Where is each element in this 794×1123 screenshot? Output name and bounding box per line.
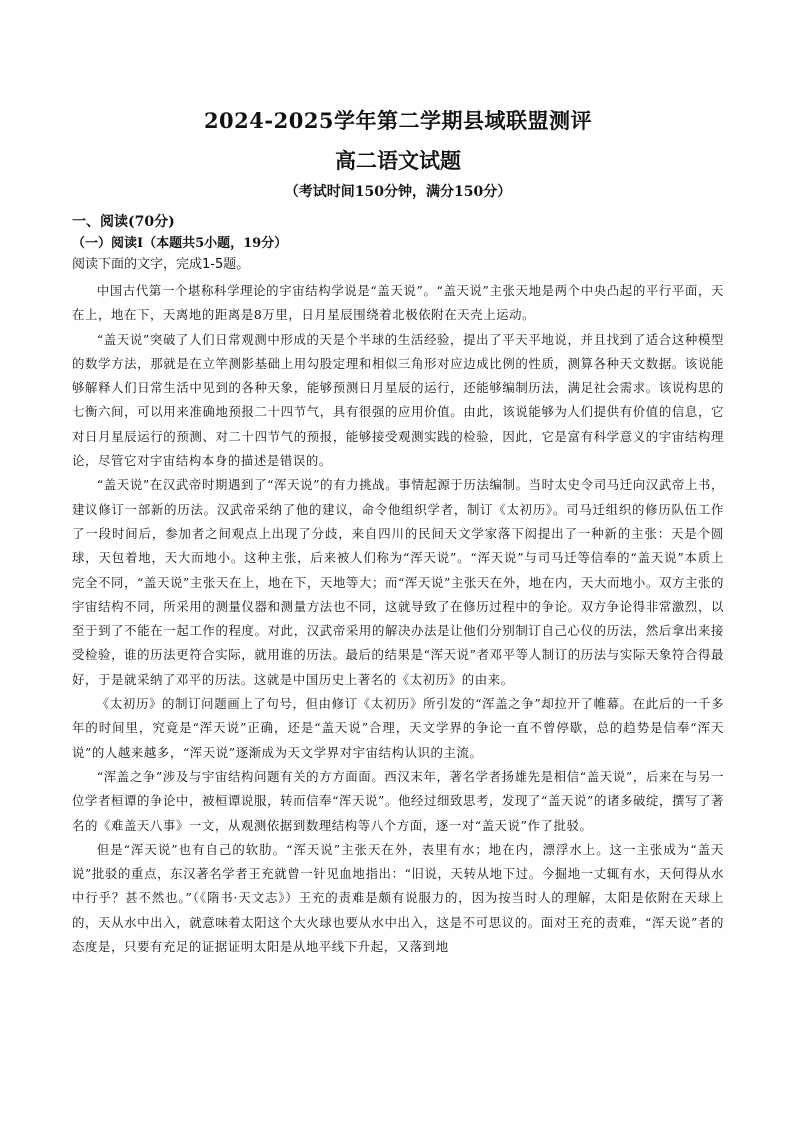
section-heading: 一、阅读(70分) [72, 214, 175, 230]
exam-subtitle: 高二语文试题 [335, 148, 461, 173]
passage-paragraph: “浑盖之争”涉及与宇宙结构问题有关的方方面面。西汉末年，著名学者扬雄先是相信“盖天说”，后来在与另一位学者桓谭的争论中，被桓谭说服，转而信奉“浑天说”。他经过细致思考，发现了“盖天说”的诸多破绽，撰写了著名的《难盖天八事》一文，从观测依据到数理结构等八个方面，逐一对“盖天说”作了批驳。 [72, 768, 724, 833]
passage-paragraph: 《太初历》的制订问题画上了句号，但由修订《太初历》所引发的“浑盖之争”却拉开了帷幕。在此后的一千多年的时间里，究竟是“浑天说”正确，还是“盖天说”合理，天文学界的争论一直不曾停歇，总的趋势是信奉“浑天说”的人越来越多，“浑天说”逐渐成为天文学界对宇宙结构认识的主流。 [72, 696, 724, 760]
passage-paragraph: 中国古代第一个堪称科学理论的宇宙结构学说是“盖天说”。“盖天说”主张天地是两个中央凸起的平行平面，天在上，地在下，天离地的距离是8万里，日月星辰围绕着北极依附在天壳上运动。 [72, 283, 724, 323]
passage-paragraph: “盖天说”突破了人们日常观测中形成的天是个半球的生活经验，提出了平天平地说，并且找到了适合这种模型的数学方法，那就是在立竿测影基础上用勾股定理和相似三角形对应边成比例的性质，测算各种天文数据。该说能够解释人们日常生活中见到的各种天象，能够预测日月星辰的运行，还能够编制历法，满足社会需求。该说构思的七衡六间，可以用来准确地预报二十四节气，具有很强的应用价值。由此，该说能够为人们提供有价值的信息，它对日月星辰运行的预测、对二十四节气的预报，能够接受观测实践的检验，因此，它是富有科学意义的宇宙结构理论，尽管它对宇宙结构本身的描述是错误的。 [72, 331, 724, 469]
exam-time-note: （考试时间150分钟，满分150分） [284, 184, 512, 200]
passage-paragraph: “盖天说”在汉武帝时期遇到了“浑天说”的有力挑战。事情起源于历法编制。当时太史令司马迁向汉武帝上书，建议修订一部新的历法。汉武帝采纳了他的建议，命令他组织学者，制订《太初历》。司马迁组织的修历队伍工作了一段时间后，参加者之间观点上出现了分歧，来自四川的民间天文学家落下闳提出了一种新的主张：天是个圆球，天包着地，天大而地小。这种主张，后来被人们称为“浑天说”。“浑天说”与司马迁等信奉的“盖天说”本质上完全不同，“盖天说”主张天在上，地在下，天地等大；而“浑天说”主张天在外，地在内，天大而地小。双方主张的宇宙结构不同，所采用的测量仪器和测量方法也不同，这就导致了在修历过程中的争论。双方争论得非常激烈，以至于到了不能在一起工作的程度。对此，汉武帝采用的解决办法是让他们分别制订自己心仪的历法，然后拿出来接受检验，谁的历法更符合实际，就用谁的历法。最后的结果是“浑天说”者邓平等人制订的历法与实际天象符合得最好，于是就采纳了邓平的历法。这就是中国历史上著名的《太初历》的由来。 [72, 477, 724, 687]
passage-paragraph: 但是“浑天说”也有自己的软肋。“浑天说”主张天在外，表里有水；地在内，漂浮水上。这一主张成为“盖天说”批驳的重点，东汉著名学者王充就曾一针见血地指出：“旧说，天转从地下过。今掘地一丈辄有水，天何得从水中行乎？甚不然也。”（《隋书·天文志》）王充的责难是颇有说服力的，因为按当时人的理解，太阳是依附在天球上的，天从水中出入，就意味着太阳这个大火球也要从水中出入，这是不可思议的。面对王充的责难，“浑天说”者的态度是，只要有充足的证据证明太阳是从地平线下升起，又落到地 [72, 841, 724, 955]
instruction-text: 阅读下面的文字，完成1-5题。 [72, 257, 250, 272]
subsection-heading: （一）阅读Ⅰ（本题共5小题，19分） [72, 236, 288, 251]
exam-title: 2024-2025学年第二学期县域联盟测评 [203, 108, 593, 133]
